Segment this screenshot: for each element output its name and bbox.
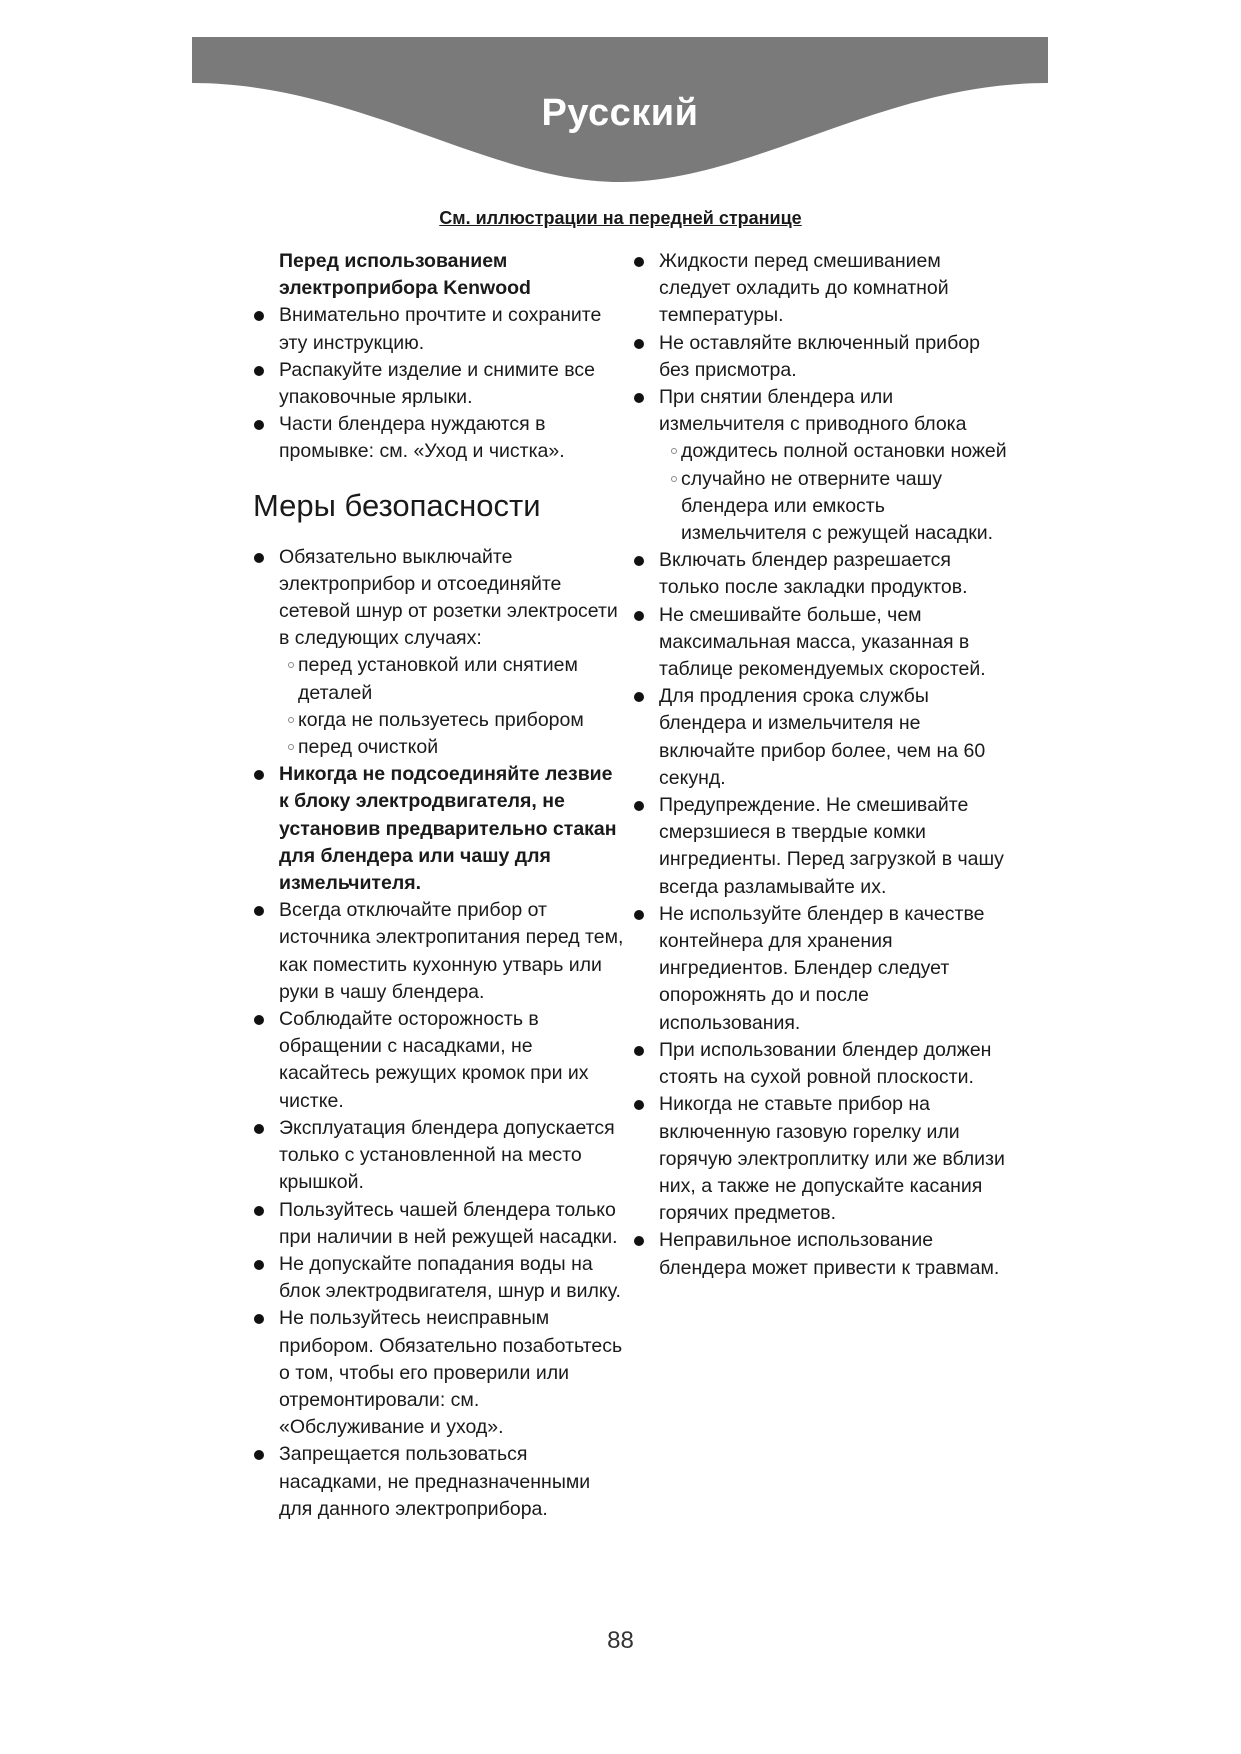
- list-item: Не смешивайте больше, чем максимальная масса, указанная в таблице рекомендуемых скоростей.: [633, 602, 1013, 684]
- list-item: Распакуйте изделие и снимите все упаковочные ярлыки.: [253, 357, 625, 411]
- list-item: Неправильное использование блендера может привести к травмам.: [633, 1227, 1013, 1281]
- left-column: [253, 248, 625, 1523]
- list-item: Запрещается пользоваться насадками, не предназначенными для данного электроприбора.: [253, 1441, 625, 1523]
- safety-heading: Меры безопасности: [253, 487, 541, 523]
- list-item: Соблюдайте осторожность в обращении с насадками, не касайтесь режущих кромок при их чистке.: [253, 1006, 625, 1115]
- list-item: Не используйте блендер в качестве контейнера для хранения ингредиентов. Блендер следует опорожнять до и после использования.: [633, 901, 1013, 1037]
- list-item: Не допускайте попадания воды на блок электродвигателя, шнур и вилку.: [253, 1251, 625, 1305]
- list-item: Эксплуатация блендера допускается только с установленной на место крышкой.: [253, 1115, 625, 1197]
- sub-list-item: случайно не отверните чашу блендера или емкость измельчителя с режущей насадки.: [633, 466, 1013, 548]
- sub-list-item: перед установкой или снятием деталей: [253, 652, 625, 706]
- list-item: Части блендера нуждаются в промывке: см. «Уход и чистка».: [253, 411, 625, 465]
- list-item: Не пользуйтесь неисправным прибором. Обязательно позаботьтесь о том, чтобы его проверили или отремонтировали: см. «Обслуживание и уход».: [253, 1305, 625, 1441]
- warning-item: Никогда не подсоединяйте лезвие к блоку электродвигателя, не установив предварительно стакан для блендера или чашу для измельчителя.: [253, 761, 625, 897]
- intro-heading: Перед использованием электроприбора Kenwood: [279, 250, 531, 300]
- header-banner: [192, 37, 1048, 189]
- list-item: Жидкости перед смешиванием следует охладить до комнатной температуры.: [633, 248, 1013, 330]
- page-number: 88: [607, 1627, 634, 1654]
- list-item: При использовании блендер должен стоять на сухой ровной плоскости.: [633, 1037, 1013, 1091]
- list-item: Пользуйтесь чашей блендера только при наличии в ней режущей насадки.: [253, 1197, 625, 1251]
- list-item: Предупреждение. Не смешивайте смерзшиеся в твердые комки ингредиенты. Перед загрузкой в чашу всегда разламывайте их.: [633, 792, 1013, 901]
- right-column: [633, 248, 1013, 1282]
- list-item: Не оставляйте включенный прибор без присмотра.: [633, 330, 1013, 384]
- list-item: Всегда отключайте прибор от источника электропитания перед тем, как поместить кухонную утварь или руки в чашу блендера.: [253, 897, 625, 1006]
- list-item: При снятии блендера или измельчителя с приводного блока: [633, 384, 1013, 438]
- illustrations-note: См. иллюстрации на передней странице: [439, 208, 802, 228]
- list-item: Для продления срока службы блендера и измельчителя не включайте прибор более, чем на 60 секунд.: [633, 683, 1013, 792]
- list-item: Обязательно выключайте электроприбор и отсоединяйте сетевой шнур от розетки электросети в следующих случаях:: [253, 544, 625, 653]
- list-item: Внимательно прочтите и сохраните эту инструкцию.: [253, 302, 625, 356]
- list-item: Никогда не ставьте прибор на включенную газовую горелку или горячую электроплитку или же вблизи них, а также не допускайте касания горячих предметов.: [633, 1091, 1013, 1227]
- list-item: Включать блендер разрешается только после закладки продуктов.: [633, 547, 1013, 601]
- sub-list-item: когда не пользуетесь прибором: [253, 707, 625, 734]
- sub-list-item: дождитесь полной остановки ножей: [633, 438, 1013, 465]
- sub-list-item: перед очисткой: [253, 734, 625, 761]
- language-title: Русский: [541, 92, 699, 134]
